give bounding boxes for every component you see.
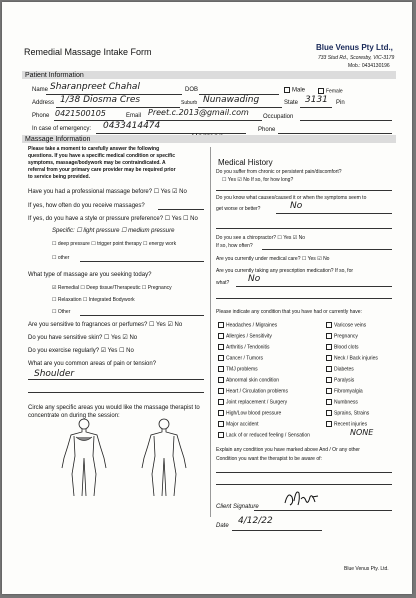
pain-causes-value: No (290, 201, 303, 211)
q-focus-areas-2: concentrate on during the session: (28, 413, 120, 419)
q-focus-areas: Circle any specific areas you would like the massage therapist to (28, 405, 200, 411)
name-label: Name (32, 87, 49, 93)
q-chiropractor[interactable]: Do you see a chiropractor? ☐ Yes ☑ No (216, 235, 306, 241)
male-checkbox[interactable] (284, 87, 290, 93)
pain-areas-value: Shoulder (34, 369, 75, 379)
medication-field[interactable] (236, 286, 392, 287)
other-option[interactable]: ☐ other (52, 255, 70, 261)
signature-label: Client Signature (216, 504, 259, 510)
male-option[interactable]: Male (284, 87, 305, 94)
chronic-pain-options[interactable]: ☐ Yes ☑ No If so, for how long? (222, 177, 294, 183)
q-massage-frequency: If yes, how often do you receive massages? (28, 203, 145, 209)
condition-item[interactable]: Arthritis / Tendonitis (218, 344, 270, 350)
condition-item[interactable]: Cancer / Tumors (218, 355, 263, 361)
medical-history-title: Medical History (218, 158, 273, 167)
condition-item[interactable]: Major accident (218, 421, 259, 427)
condition-item[interactable]: TMJ problems (218, 366, 258, 372)
chronic-pain-field[interactable] (216, 190, 392, 191)
emergency-phone-field[interactable] (278, 133, 392, 134)
address-label: Address (32, 100, 55, 106)
q-pain-causes-2: get worse or better? (216, 206, 261, 212)
body-front-figure[interactable] (62, 419, 106, 496)
condition-item[interactable]: Paralysis (326, 377, 354, 383)
condition-item[interactable]: Abnormal skin condition (218, 377, 279, 383)
footer-company: Blue Venus Pty. Ltd. (344, 566, 389, 572)
q-professional-massage[interactable]: Have you had a professional massage before? ☐ Yes ☑ No (28, 189, 187, 195)
pin-label: Pin (336, 100, 345, 106)
q-pain-causes: Do you know what causes/caused it or when the symptoms seem to (216, 195, 367, 201)
name-value: Sharanpreet Chahal (50, 82, 140, 92)
q-medication: Are you currently taking any prescription medication? If so, for (216, 268, 354, 274)
female-checkbox[interactable] (318, 88, 324, 94)
emergency-phone-label: Phone (258, 127, 276, 133)
condition-item[interactable]: Allergies / Sensitivity (218, 333, 272, 339)
occupation-field[interactable] (300, 120, 392, 121)
condition-item[interactable]: Varicose veins (326, 322, 366, 328)
specific-pressure[interactable]: Specific: ☐ light pressure ☐ medium pressure (52, 228, 175, 234)
q-explain-conditions: Explain any condition you have marked above And / Or any other (216, 447, 360, 453)
other-type-field[interactable] (80, 315, 204, 316)
signature-field[interactable] (254, 510, 392, 511)
condition-item[interactable]: Recent injuries (326, 421, 367, 427)
condition-item[interactable]: Heart / Circulation problems (218, 388, 288, 394)
q-medical-care[interactable]: Are you currently under medical care? ☐ Yes ☑ No (216, 256, 330, 262)
body-diagram[interactable] (54, 418, 204, 498)
q-chronic-pain: Do you suffer from chronic or persistent pain/discomfort? (216, 169, 342, 175)
suburb-label: Suburb (181, 100, 198, 106)
other-field[interactable] (80, 261, 204, 262)
emergency-label: In case of emergency: (32, 126, 92, 132)
q-explain-conditions-2: Condition you want the therapist to be aware of: (216, 456, 322, 462)
body-back-figure[interactable] (142, 419, 186, 496)
pressure-options[interactable]: ☐ deep pressure ☐ trigger point therapy ☐ energy work (52, 241, 177, 247)
pain-field-1[interactable] (28, 379, 204, 380)
condition-item[interactable]: Joint replacement / Surgery (218, 399, 287, 405)
chiropractor-field[interactable] (262, 249, 392, 250)
frequency-field[interactable] (158, 209, 204, 210)
date-value: 4/12/22 (238, 516, 273, 526)
massage-types-row1[interactable]: ☑ Remedial ☐ Deep tissue/Therapeutic ☐ Pregnancy (52, 285, 172, 291)
pain-causes-field-2[interactable] (216, 228, 392, 229)
explain-field-1[interactable] (216, 472, 392, 473)
condition-item[interactable]: Fibromyalgia (326, 388, 363, 394)
condition-item[interactable]: Headaches / Migraines (218, 322, 277, 328)
email-label: Email (126, 113, 142, 119)
condition-item[interactable]: Diabetes (326, 366, 354, 372)
state-label: State (284, 100, 299, 106)
condition-item[interactable]: High/Low blood pressure (218, 410, 281, 416)
explain-field-2[interactable] (216, 484, 392, 485)
company-mobile: Mob.: 0434130196 (348, 63, 390, 69)
column-divider (210, 147, 211, 517)
date-field[interactable] (232, 530, 322, 531)
email-value: Preet.c.2013@gmail.com (148, 108, 249, 117)
pain-field-2[interactable] (28, 392, 204, 393)
client-signature (282, 487, 322, 509)
q-chiropractor-frequency: If so, how often? (216, 243, 253, 249)
condition-item[interactable]: Sprains, Strains (326, 410, 369, 416)
occupation-label: Occupation (263, 114, 294, 120)
q-pain-areas: What are you common areas of pain or tension? (28, 361, 157, 367)
q-sensitive-skin[interactable]: Do you have sensitive skin? ☐ Yes ☑ No (28, 335, 138, 341)
emergency-value: 0433414474 (103, 121, 161, 131)
phone-label: Phone (32, 113, 50, 119)
phone-value: 0421500105 (55, 109, 106, 118)
address-value: 1/38 Diosma Cres (60, 95, 141, 105)
q-fragrance[interactable]: Are you sensitive to fragrances or perfumes? ☐ Yes ☑ No (28, 322, 183, 328)
dob-label: DOB (185, 87, 199, 93)
condition-item[interactable]: Pregnancy (326, 333, 358, 339)
pain-causes-field[interactable] (276, 213, 392, 214)
q-medication-2: what? (216, 280, 230, 286)
massage-types-row2[interactable]: ☐ Relaxation ☐ Integrated Bodywork (52, 297, 135, 303)
female-option[interactable]: Female (318, 88, 343, 94)
q-exercise[interactable]: Do you exercise regularly? ☑ Yes ☐ No (28, 348, 134, 354)
condition-item[interactable]: Neck / Back injuries (326, 355, 378, 361)
conditions-value: NONE (350, 428, 374, 437)
company-address: 733 Stud Rd., Scoresby, VIC-3179 (318, 55, 395, 61)
form-title: Remedial Massage Intake Form (24, 47, 152, 57)
condition-item[interactable]: Blood clots (326, 344, 358, 350)
q-massage-type: What type of massage are you seeking today? (28, 272, 152, 278)
patient-info-header: Patient Information (22, 71, 396, 79)
email-field[interactable] (146, 120, 262, 121)
q-pressure-preference[interactable]: If yes, do you have a style or pressure preference? ☐ Yes ☐ No (28, 216, 198, 222)
medication-field-2[interactable] (216, 298, 392, 299)
date-label: Date (216, 523, 229, 529)
medication-value: No (248, 274, 261, 284)
condition-item[interactable]: Numbness (326, 399, 358, 405)
suburb-value: Nunawading (203, 95, 260, 105)
emergency-field[interactable] (96, 133, 246, 134)
company-name: Blue Venus Pty Ltd., (316, 43, 393, 52)
q-conditions: Please indicate any condition that you have had or currently have: (216, 309, 362, 315)
condition-item[interactable]: Lack of or reduced feeling / Sensation (218, 432, 310, 438)
state-field[interactable] (300, 107, 332, 108)
massage-info-header: Massage Information (22, 135, 396, 143)
massage-types-row3[interactable]: ☐ Other (52, 309, 71, 315)
state-value: 3131 (305, 95, 328, 105)
